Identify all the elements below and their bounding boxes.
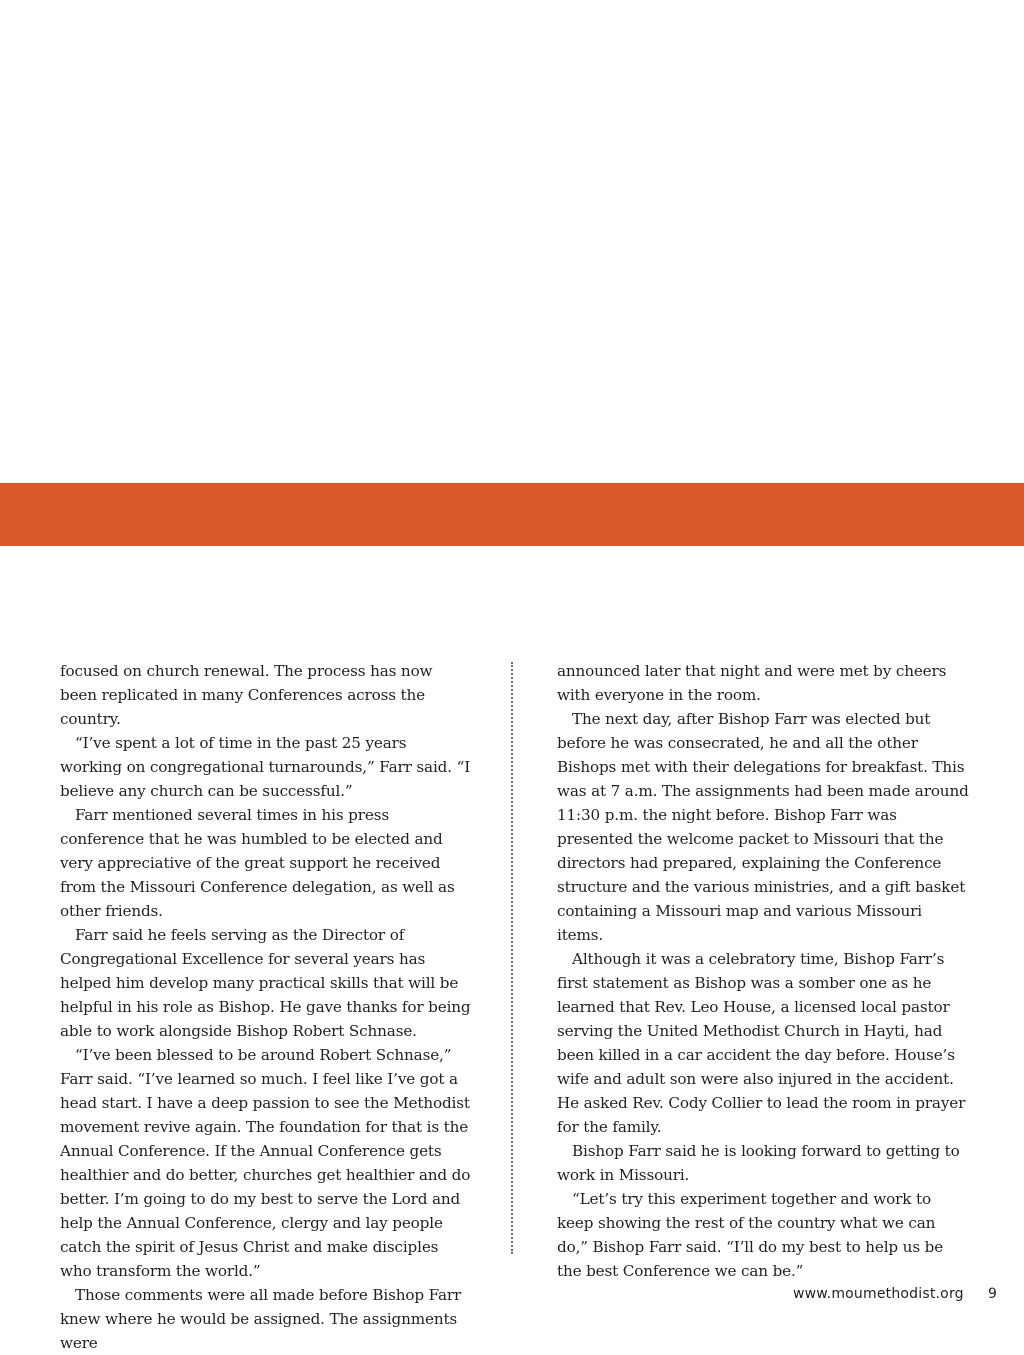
paragraph: The next day, after Bishop Farr was elected but before he was consecrated, he and all the other Bishops met with their delegations for breakfast. This was at 7 a.m. The assignments had been made around 11:30 p.m. the night before. Bishop Farr was presented the welcome packet to Missouri that the directors had prepared, explaining the Conference structure and the various ministries, and a gift basket containing a Missouri map and various Missouri items. bbox=[557, 710, 969, 944]
paragraph: Although it was a celebratory time, Bishop Farr’s first statement as Bishop was a somber one as he learned that Rev. Leo House, a licensed local pastor serving the United Methodist Church in Hayti, had been killed in a car accident the day before. House’s wife and adult son were also injured in the accident. He asked Rev. Cody Collier to lead the room in prayer for the family. bbox=[557, 950, 966, 1136]
column-divider bbox=[511, 662, 513, 1254]
paragraph: “I’ve spent a lot of time in the past 25 years working on congregational turnarounds,” Farr said. “I believe any church can be successful.” bbox=[60, 734, 471, 800]
article-right-column bbox=[557, 659, 969, 1283]
paragraph: focused on church renewal. The process has now been replicated in many Conferences across the country. bbox=[60, 662, 433, 728]
paragraph: Farr mentioned several times in his press conference that he was humbled to be elected and very appreciative of the great support he received from the Missouri Conference delegation, as well as other friends. bbox=[60, 806, 455, 920]
footer-website-link[interactable]: www.moumethodist.org bbox=[793, 1286, 964, 1302]
paragraph: announced later that night and were met by cheers with everyone in the room. bbox=[557, 662, 947, 704]
paragraph: Those comments were all made before Bishop Farr knew where he would be assigned. The assignments were bbox=[60, 1286, 462, 1352]
paragraph: “Let’s try this experiment together and work to keep showing the rest of the country what we can do,” Bishop Farr said. “I’ll do my best to help us be the best Conference we can be.” bbox=[557, 1190, 944, 1280]
photo-area-blank bbox=[0, 0, 1024, 483]
page-number: 9 bbox=[988, 1286, 997, 1302]
orange-banner bbox=[0, 483, 1024, 546]
paragraph: Bishop Farr said he is looking forward to getting to work in Missouri. bbox=[557, 1142, 960, 1184]
paragraph: “I’ve been blessed to be around Robert Schnase,” Farr said. “I’ve learned so much. I feel like I’ve got a head start. I have a deep passion to see the Methodist movement revive again. The foundation for that is the Annual Conference. If the Annual Conference gets healthier and do better, churches get healthier and do better. I’m going to do my best to serve the Lord and help the Annual Conference, clergy and lay people catch the spirit of Jesus Christ and make disciples who transform the world.” bbox=[60, 1046, 471, 1280]
paragraph: Farr said he feels serving as the Director of Congregational Excellence for several years has helped him develop many practical skills that will be helpful in his role as Bishop. He gave thanks for being able to work alongside Bishop Robert Schnase. bbox=[60, 926, 471, 1040]
article-left-column bbox=[60, 659, 472, 1355]
